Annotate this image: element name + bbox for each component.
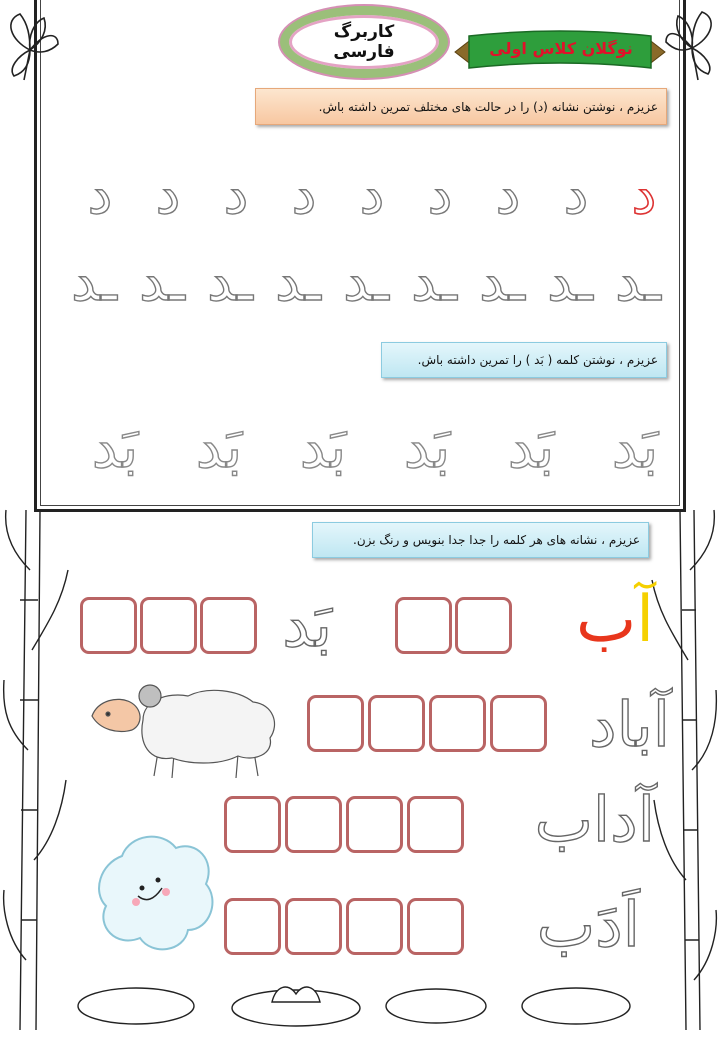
instruction-2 bbox=[381, 342, 667, 378]
letter-d-row bbox=[70, 162, 670, 227]
instruction-1 bbox=[255, 88, 667, 125]
answer-box[interactable] bbox=[490, 695, 547, 752]
word-bad: بَد bbox=[282, 588, 332, 661]
answer-box[interactable] bbox=[140, 597, 197, 654]
trace-letter: ـد bbox=[615, 249, 661, 314]
badge-title: کاربرگ bbox=[333, 22, 395, 42]
instruction-3-text: عزیزم ، نشانه های هر کلمه را جدا جدا بنویس و رنگ بزن. bbox=[353, 533, 640, 547]
sheep-icon bbox=[88, 680, 288, 780]
word-ab-colored bbox=[524, 570, 654, 670]
word-ab-part-1: آ bbox=[636, 583, 654, 657]
answer-box[interactable] bbox=[307, 695, 364, 752]
word-ab-part-2: ب bbox=[575, 583, 637, 657]
answer-box[interactable] bbox=[80, 597, 137, 654]
answer-box[interactable] bbox=[346, 898, 403, 955]
answer-box[interactable] bbox=[285, 796, 342, 853]
trace-letter: د bbox=[631, 162, 657, 227]
trace-letter: ـد bbox=[207, 249, 253, 314]
answer-box[interactable] bbox=[224, 796, 281, 853]
instruction-1-text: عزیزم ، نوشتن نشانه (د) را در حالت های مختلف تمرین داشته باش. bbox=[318, 99, 658, 114]
answer-box[interactable] bbox=[395, 597, 452, 654]
trace-letter: د bbox=[87, 162, 113, 227]
trace-word-bad: بَد bbox=[91, 413, 139, 481]
answer-box[interactable] bbox=[407, 796, 464, 853]
trace-letter: ـد bbox=[71, 249, 117, 314]
sugarcane-icon bbox=[650, 510, 720, 1030]
trace-letter: ـد bbox=[139, 249, 185, 314]
answer-box[interactable] bbox=[285, 898, 342, 955]
trace-word-bad: بَد bbox=[299, 413, 347, 481]
trace-word-bad: بَد bbox=[507, 413, 555, 481]
trace-letter: ـد bbox=[275, 249, 321, 314]
flower-icon bbox=[0, 10, 62, 80]
instruction-2-text: عزیزم ، نوشتن کلمه ( بَد ) را تمرین داشته باش. bbox=[417, 353, 658, 367]
cloud-icon bbox=[92, 826, 218, 960]
trace-letter: د bbox=[495, 162, 521, 227]
trace-letter: د bbox=[427, 162, 453, 227]
answer-box[interactable] bbox=[224, 898, 281, 955]
trace-letter: ـد bbox=[547, 249, 593, 314]
word-bad-row bbox=[70, 412, 670, 492]
badge-subtitle: فارسی bbox=[333, 42, 395, 62]
trace-letter: د bbox=[223, 162, 249, 227]
answer-box[interactable] bbox=[429, 695, 486, 752]
trace-letter: د bbox=[563, 162, 589, 227]
trace-word-bad: بَد bbox=[403, 413, 451, 481]
trace-letter: ـد bbox=[411, 249, 457, 314]
word-adab-2: اَدَب bbox=[536, 888, 640, 961]
title-badge bbox=[280, 6, 448, 78]
banner-text: نوگلان کلاس اولی bbox=[489, 38, 633, 58]
word-abad: آباد bbox=[589, 688, 670, 761]
sugarcane-icon bbox=[0, 510, 70, 1030]
flower-icon bbox=[664, 8, 720, 80]
word-adab: آداب bbox=[534, 783, 655, 856]
trace-letter: د bbox=[291, 162, 317, 227]
answer-box[interactable] bbox=[368, 695, 425, 752]
instruction-3 bbox=[312, 522, 649, 558]
trace-letter: ـد bbox=[479, 249, 525, 314]
trace-word-bad: بَد bbox=[611, 413, 659, 481]
answer-box[interactable] bbox=[407, 898, 464, 955]
lily-pad-icon bbox=[76, 984, 676, 1034]
trace-letter: ـد bbox=[343, 249, 389, 314]
letter-d-joined-row bbox=[64, 249, 664, 314]
answer-box[interactable] bbox=[455, 597, 512, 654]
trace-letter: د bbox=[359, 162, 385, 227]
trace-letter: د bbox=[155, 162, 181, 227]
answer-box[interactable] bbox=[200, 597, 257, 654]
answer-box[interactable] bbox=[346, 796, 403, 853]
trace-word-bad: بَد bbox=[195, 413, 243, 481]
